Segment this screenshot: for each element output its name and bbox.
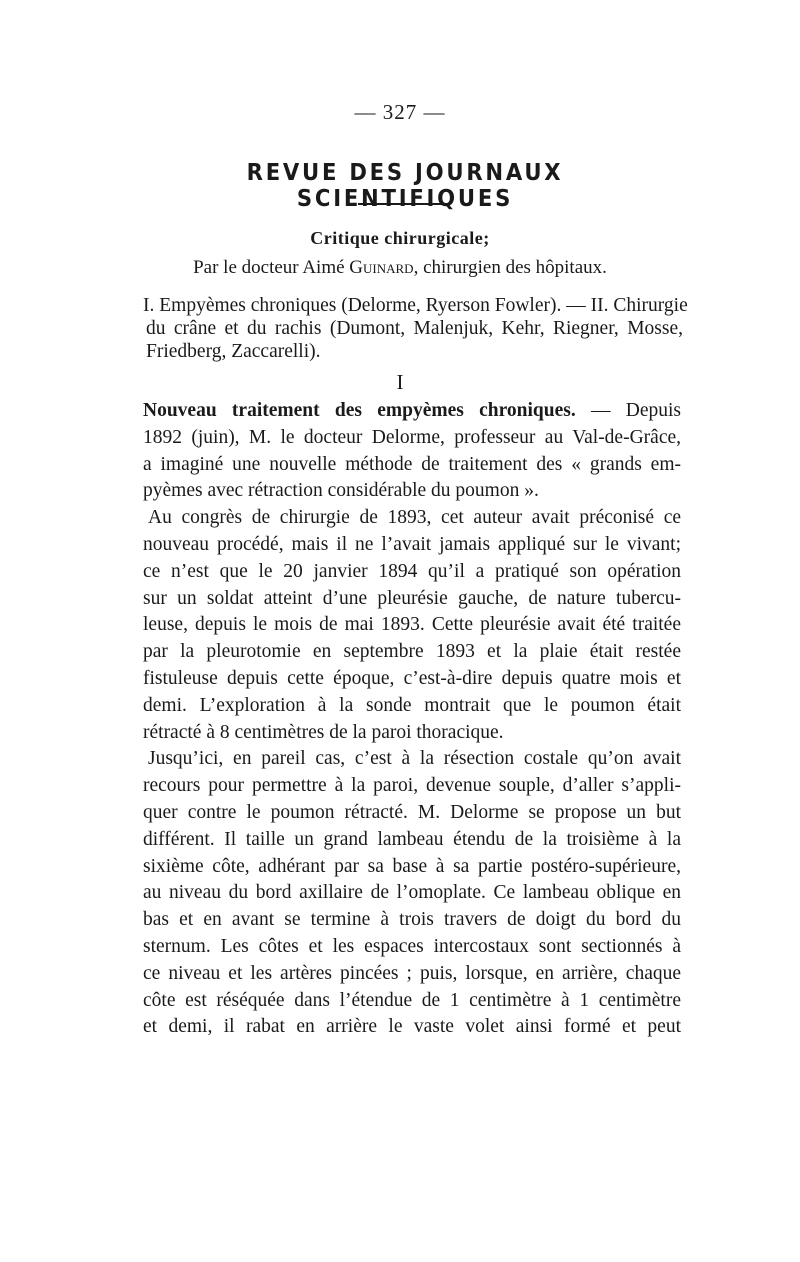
text-line: — Depuis <box>575 400 681 421</box>
title-rule <box>358 203 450 205</box>
text-line: recours pour permettre à la paroi, devenue souple, d’aller s’appli- <box>143 775 681 797</box>
text-line: sternum. Les côtes et les espaces intercostaux sont sectionnés à <box>143 935 681 957</box>
journal-title: REVUE DES JOURNAUX SCIENTIFIQUES <box>246 160 564 212</box>
byline-suffix: , chirurgien des hôpitaux. <box>413 257 607 278</box>
text-line: ce niveau et les artères pincées ; puis, lorsque, en arrière, chaque <box>143 962 681 984</box>
text-line: différent. Il taille un grand lambeau étendu de la troisième à la <box>143 828 681 850</box>
topics-line: I. Empyèmes chroniques (Delorme, Ryerson Fowler). — II. Chirurgie <box>143 295 688 316</box>
text-line: Au congrès de chirurgie de 1893, cet auteur avait préconisé ce <box>148 507 681 529</box>
text-line: et demi, il rabat en arrière le vaste volet ainsi formé et peut <box>143 1016 681 1038</box>
text-line: sur un soldat atteint d’une pleurésie gauche, de nature tubercu- <box>143 587 681 609</box>
page-number: — 327 — <box>354 100 446 124</box>
text-line: rétracté à 8 centimètres de la paroi thoracique. <box>143 721 504 743</box>
topics-line: Friedberg, Zaccarelli). <box>146 341 321 362</box>
topics-line: du crâne et du rachis (Dumont, Malenjuk, Kehr, Riegner, Mosse, <box>146 318 683 339</box>
paragraph-1-first-line <box>143 398 681 425</box>
text-line: sixième côte, adhérant par sa base à sa partie postéro-supérieure, <box>143 855 681 877</box>
text-line: ce n’est que le 20 janvier 1894 qu’il a pratiqué son opération <box>143 560 681 582</box>
text-line: pyèmes avec rétraction considérable du poumon ». <box>143 480 539 502</box>
byline <box>0 257 800 279</box>
text-line: Jusqu’ici, en pareil cas, c’est à la résection costale qu’on avait <box>148 748 681 770</box>
part-number: I <box>396 370 404 394</box>
text-line: nouveau procédé, mais il ne l’avait jamais appliqué sur le vivant; <box>143 533 681 555</box>
section-heading: Critique chirurgicale; <box>310 228 490 248</box>
text-line: demi. L’exploration à la sonde montrait que le poumon était <box>143 694 681 716</box>
text-line: leuse, depuis le mois de mai 1893. Cette pleurésie avait été traitée <box>143 614 681 636</box>
text-line: a imaginé une nouvelle méthode de traitement des « grands em- <box>143 453 681 475</box>
text-line: par la pleurotomie en septembre 1893 et la plaie était restée <box>143 641 681 663</box>
body-text <box>143 398 681 1041</box>
byline-prefix: Par le docteur Aimé <box>193 257 350 278</box>
text-line: fistuleuse depuis cette époque, c’est-à-dire depuis quatre mois et <box>143 667 681 689</box>
topics-summary <box>143 294 688 363</box>
text-line: côte est réséquée dans l’étendue de 1 centimètre à 1 centimètre <box>143 989 681 1011</box>
text-line: bas et en avant se termine à trois travers de doigt du bord du <box>143 909 681 931</box>
text-line: 1892 (juin), M. le docteur Delorme, professeur au Val-de-Grâce, <box>143 426 681 448</box>
byline-author: Guinard <box>349 257 414 278</box>
paragraph-heading: Nouveau traitement des empyèmes chroniques. <box>143 400 576 421</box>
text-line: quer contre le poumon rétracté. M. Delorme se propose un but <box>143 801 681 823</box>
text-line: au niveau du bord axillaire de l’omoplate. Ce lambeau oblique en <box>143 882 681 904</box>
